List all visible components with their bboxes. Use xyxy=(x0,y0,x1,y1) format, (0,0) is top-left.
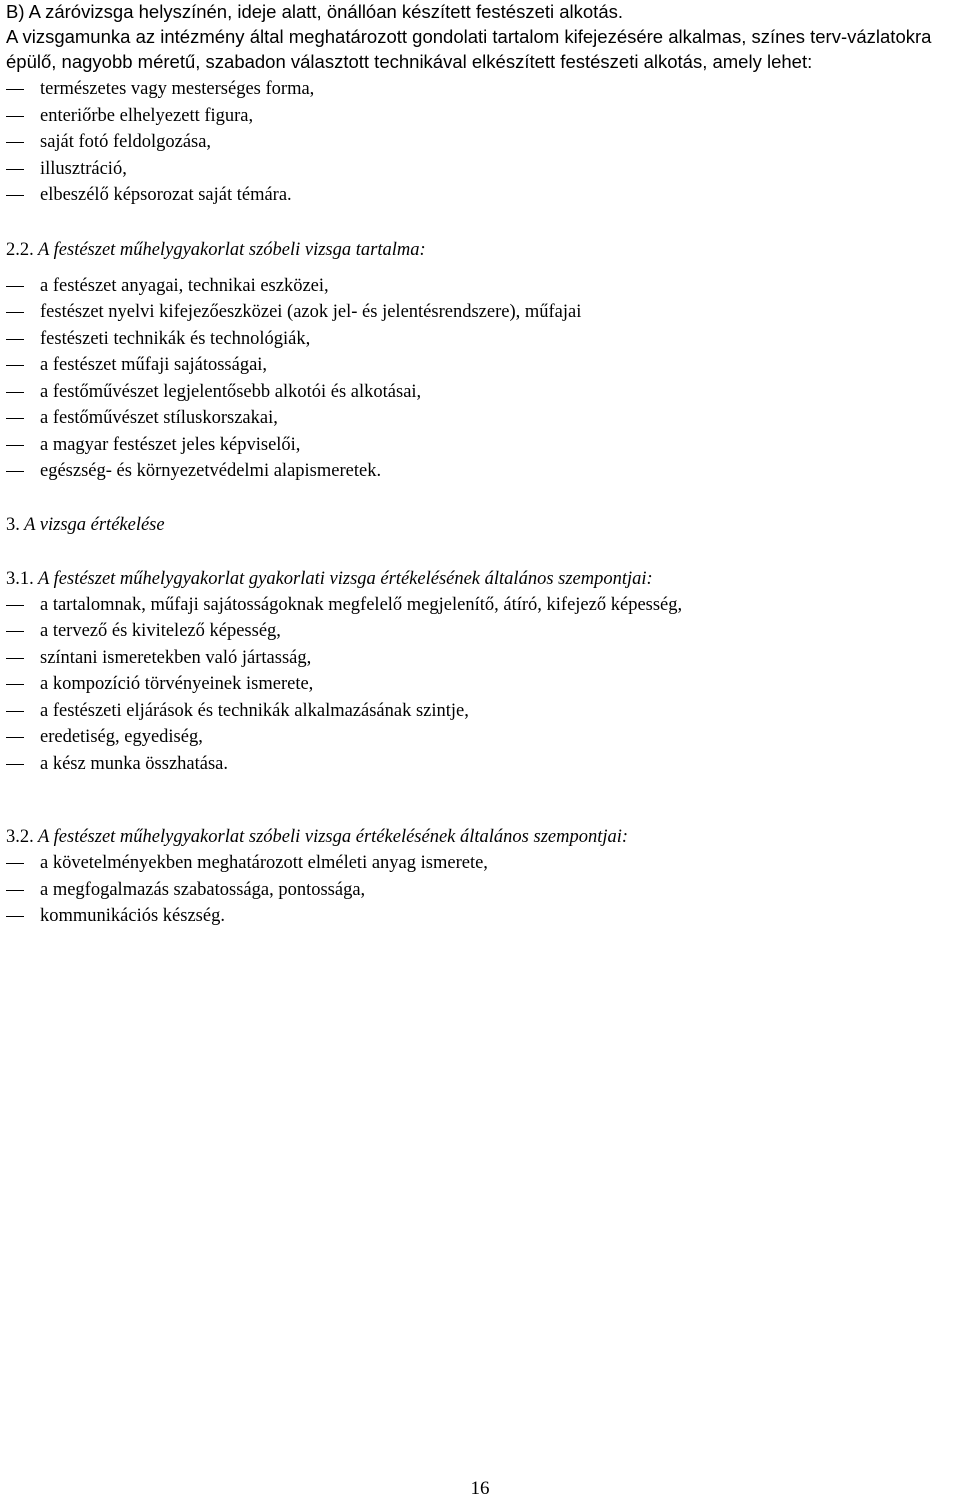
section-number: 3.1. xyxy=(6,568,34,589)
list-item: a festészeti eljárások és technikák alkalmazásának szintje, xyxy=(6,698,956,725)
dash-bullet-icon xyxy=(6,916,24,917)
dash-bullet-icon xyxy=(6,863,24,864)
dash-bullet-icon xyxy=(6,142,24,143)
section-title: A festészet műhelygyakorlat szóbeli vizsga értékelésének általános szempontjai: xyxy=(38,827,629,847)
section-b-list xyxy=(6,76,956,209)
dash-bullet-icon xyxy=(6,169,24,170)
dash-bullet-icon xyxy=(6,418,24,419)
list-item: a festőművészet stíluskorszakai, xyxy=(6,405,956,432)
dash-bullet-icon xyxy=(6,471,24,472)
dash-bullet-icon xyxy=(6,195,24,196)
dash-bullet-icon xyxy=(6,365,24,366)
section-title: A vizsga értékelése xyxy=(24,514,165,535)
document-page xyxy=(6,0,956,930)
list-item: eredetiség, egyediség, xyxy=(6,724,956,751)
dash-bullet-icon xyxy=(6,89,24,90)
section-number: 3. xyxy=(6,514,20,535)
list-item: enteriőrbe elhelyezett figura, xyxy=(6,103,956,130)
section-3-1-heading xyxy=(6,566,956,592)
list-item: a festészet anyagai, technikai eszközei, xyxy=(6,273,956,300)
dash-bullet-icon xyxy=(6,339,24,340)
section-3-1-list xyxy=(6,592,956,778)
dash-bullet-icon xyxy=(6,312,24,313)
list-item: a kész munka összhatása. xyxy=(6,751,956,778)
dash-bullet-icon xyxy=(6,631,24,632)
dash-bullet-icon xyxy=(6,286,24,287)
dash-bullet-icon xyxy=(6,764,24,765)
dash-bullet-icon xyxy=(6,658,24,659)
list-item: illusztráció, xyxy=(6,156,956,183)
list-item: kommunikációs készség. xyxy=(6,903,956,930)
section-2-2-list xyxy=(6,273,956,485)
dash-bullet-icon xyxy=(6,711,24,712)
list-item: színtani ismeretekben való jártasság, xyxy=(6,645,956,672)
dash-bullet-icon xyxy=(6,737,24,738)
list-item: saját fotó feldolgozása, xyxy=(6,129,956,156)
section-number: 3.2. xyxy=(6,827,34,847)
list-item: természetes vagy mesterséges forma, xyxy=(6,76,956,103)
dash-bullet-icon xyxy=(6,890,24,891)
list-item: a magyar festészet jeles képviselői, xyxy=(6,432,956,459)
section-2-2-heading xyxy=(6,237,956,263)
list-item: egészség- és környezetvédelmi alapismeretek. xyxy=(6,458,956,485)
dash-bullet-icon xyxy=(6,116,24,117)
list-item: a megfogalmazás szabatossága, pontossága, xyxy=(6,877,956,904)
section-3-heading xyxy=(6,512,956,538)
list-item: a festőművészet legjelentősebb alkotói és alkotásai, xyxy=(6,379,956,406)
list-item: elbeszélő képsorozat saját témára. xyxy=(6,182,956,209)
list-item: a festészet műfaji sajátosságai, xyxy=(6,352,956,379)
section-b-paragraph: A vizsgamunka az intézmény által meghatározott gondolati tartalom kifejezésére alkalmas, színes terv-vázlatokra épülő, nagyobb méretű, szabadon választott technikával elkészített festészeti alkotás, amely lehet: xyxy=(6,26,932,72)
page-number: 16 xyxy=(470,1478,490,1499)
dash-bullet-icon xyxy=(6,605,24,606)
section-title: A festészet műhelygyakorlat gyakorlati vizsga értékelésének általános szempontjai: xyxy=(38,568,653,589)
list-item: festészeti technikák és technológiák, xyxy=(6,326,956,353)
list-item: festészet nyelvi kifejezőeszközei (azok jel- és jelentésrendszere), műfajai xyxy=(6,299,956,326)
section-3-2-heading xyxy=(6,824,956,850)
section-number: 2.2. xyxy=(6,239,34,260)
section-b-title: B) A záróvizsga helyszínén, ideje alatt, önállóan készített festészeti alkotás. xyxy=(6,1,624,22)
list-item: a tervező és kivitelező képesség, xyxy=(6,618,956,645)
list-item: a kompozíció törvényeinek ismerete, xyxy=(6,671,956,698)
section-3-2-list xyxy=(6,850,956,930)
section-title: A festészet műhelygyakorlat szóbeli vizsga tartalma: xyxy=(38,239,426,260)
dash-bullet-icon xyxy=(6,445,24,446)
list-item: a követelményekben meghatározott elméleti anyag ismerete, xyxy=(6,850,956,877)
dash-bullet-icon xyxy=(6,684,24,685)
dash-bullet-icon xyxy=(6,392,24,393)
list-item: a tartalomnak, műfaji sajátosságoknak megfelelő megjelenítő, átíró, kifejező képesség, xyxy=(6,592,956,619)
